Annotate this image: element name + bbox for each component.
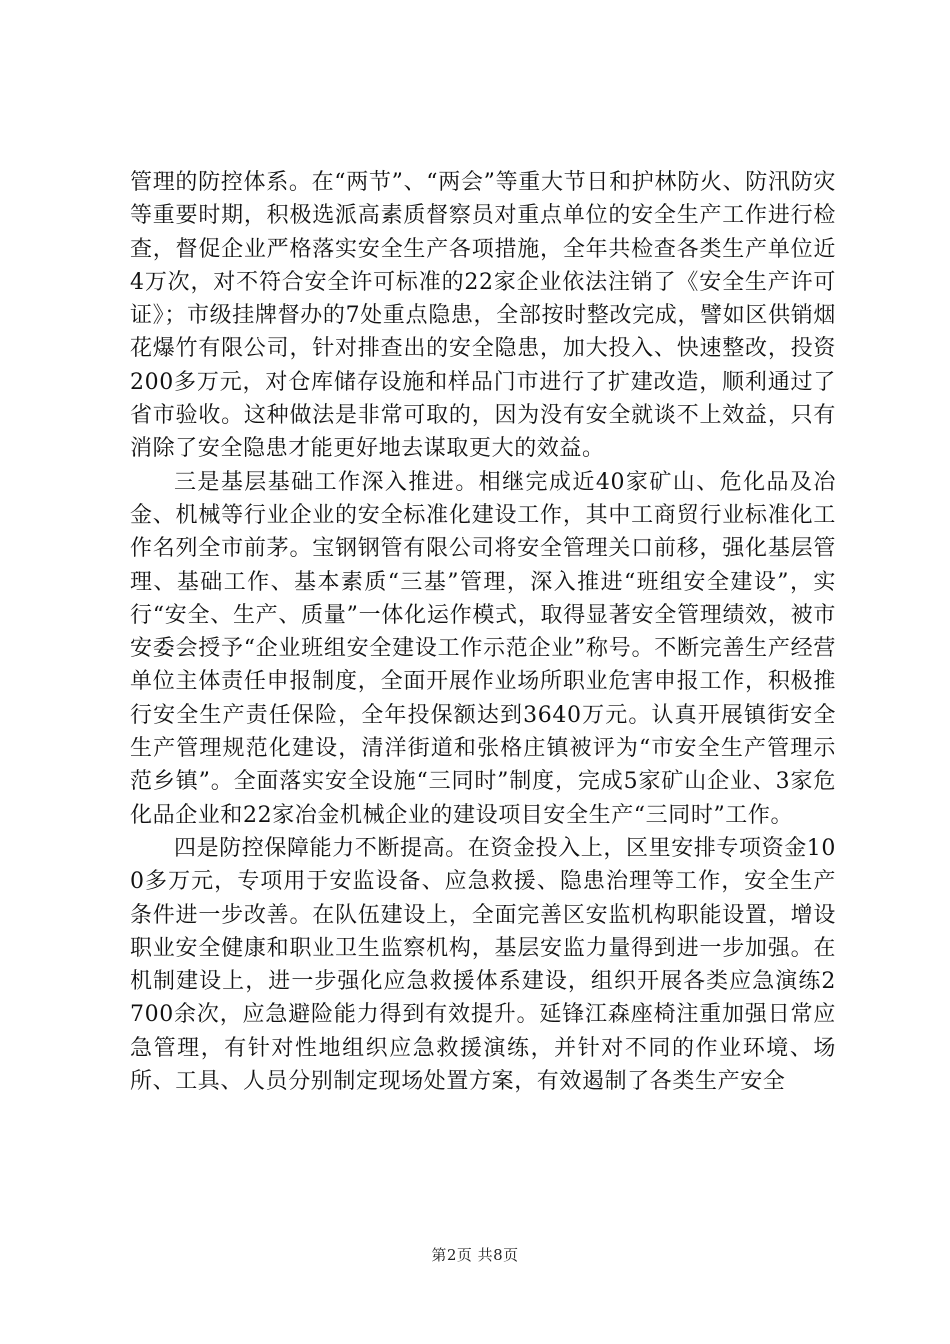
paragraph-3: 四是防控保障能力不断提高。在资金投入上，区里安排专项资金100多万元，专项用于安监设备、应急救援、隐患治理等工作，安全生产条件进一步改善。在队伍建设上，全面完善区安监机构职能设置，增设职业安全健康和职业卫生监察机构，基层安监力量得到进一步加强。在机制建设上，进一步强化应急救援体系建设，组织开展各类应急演练2700余次，应急避险能力得到有效提升。延锋江森座椅注重加强日常应急管理，有针对性地组织应急救援演练，并针对不同的作业环境、场所、工具、人员分别制定现场处置方案，有效遏制了各类生产安全 <box>130 835 836 1095</box>
page-footer: 第2页 共8页 <box>431 1246 519 1264</box>
paragraph-1: 管理的防控体系。在“两节”、“两会”等重大节日和护林防火、防汛防灾等重要时期，积极选派高素质督察员对重点单位的安全生产工作进行检查，督促企业严格落实安全生产各项措施，全年共检查各类生产单位近4万次，对不符合安全许可标准的22家企业依法注销了《安全生产许可证》；市级挂牌督办的7处重点隐患，全部按时整改完成，譬如区供销烟花爆竹有限公司，针对排查出的安全隐患，加大投入、快速整改，投资200多万元，对仓库储存设施和样品门市进行了扩建改造，顺利通过了省市验收。这种做法是非常可取的，因为没有安全就谈不上效益，只有消除了安全隐患才能更好地去谋取更大的效益。 <box>130 170 836 462</box>
paragraph-2: 三是基层基础工作深入推进。相继完成近40家矿山、危化品及冶金、机械等行业企业的安全标准化建设工作，其中工商贸行业标准化工作名列全市前茅。宝钢钢管有限公司将安全管理关口前移，强化基层管理、基础工作、基本素质“三基”管理，深入推进“班组安全建设”，实行“安全、生产、质量”一体化运作模式，取得显著安全管理绩效，被市安委会授予“企业班组安全建设工作示范企业”称号。不断完善生产经营单位主体责任申报制度，全面开展作业场所职业危害申报工作，积极推行安全生产责任保险，全年投保额达到3640万元。认真开展镇街安全生产管理规范化建设，清洋街道和张格庄镇被评为“市安全生产管理示范乡镇”。全面落实安全设施“三同时”制度，完成5家矿山企业、3家危化品企业和22家冶金机械企业的建设项目安全生产“三同时”工作。 <box>130 469 836 828</box>
document-body <box>130 166 836 1098</box>
